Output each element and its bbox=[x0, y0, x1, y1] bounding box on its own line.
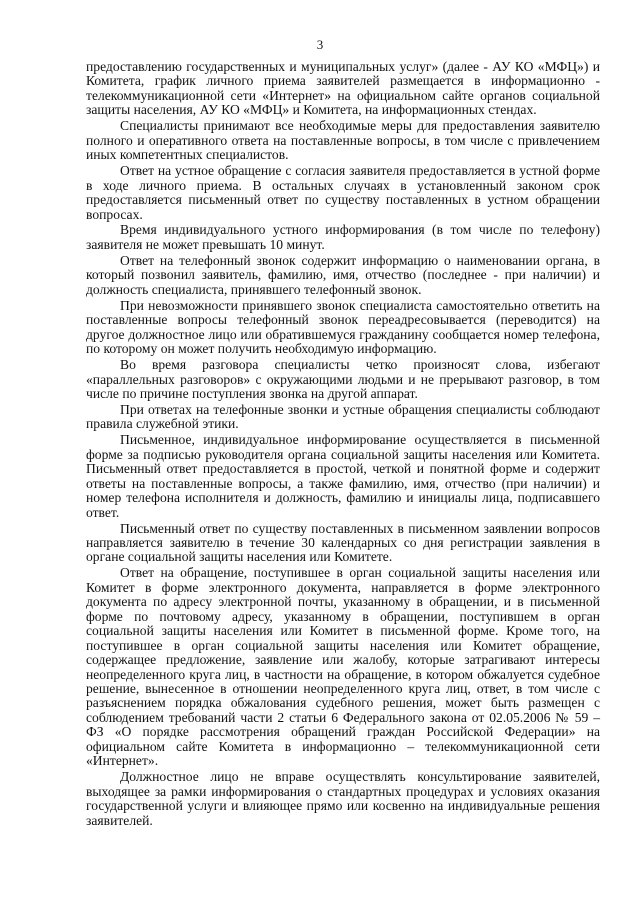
paragraph-8: При ответах на телефонные звонки и устные обращения специалисты соблюдают правила служебной этики. bbox=[86, 401, 600, 432]
paragraph-10: Письменный ответ по существу поставленных в письменном заявлении вопросов направляется заявителю в течение 30 календарных со дня регистрации заявления в органе социальной защиты населения или Комитете. bbox=[86, 520, 600, 565]
paragraph-4: Время индивидуального устного информирования (в том числе по телефону) заявителя не может превышать 10 минут. bbox=[86, 222, 600, 252]
paragraph-3: Ответ на устное обращение с согласия заявителя предоставляется в устной форме в ходе личного приема. В остальных случаях в установленный законом срок предоставляется письменный ответ по существу поставленных в устном обращении вопросах. bbox=[86, 163, 600, 222]
paragraph-2: Специалисты принимают все необходимые меры для предоставления заявителю полного и оперативного ответа на поставленные вопросы, в том числе с привлечением иных компетентных специалистов. bbox=[86, 118, 600, 163]
paragraph-7: Во время разговора специалисты четко произносят слова, избегают «параллельных разговоров» с окружающими людьми и не прерывают разговор, в том числе по причине поступления звонка на другой аппарат. bbox=[86, 357, 600, 401]
paragraph-6: При невозможности принявшего звонок специалиста самостоятельно ответить на поставленные вопросы телефонный звонок переадресовывается (переводится) на другое должностное лицо или обратившемуся гражданину сообщается номер телефона, по которому он может получить необходимую информацию. bbox=[86, 297, 600, 357]
paragraph-5: Ответ на телефонный звонок содержит информацию о наименовании органа, в который позвонил заявитель, фамилию, имя, отчество (последнее - при наличии) и должность специалиста, принявшего телефонный звонок. bbox=[86, 252, 600, 297]
paragraph-1: предоставлению государственных и муниципальных услуг» (далее - АУ КО «МФЦ») и Комитета, график личного приема заявителей размещается в информационно - телекоммуникационной сети «Интернет» на официальном сайте органов социальной защиты населения, АУ КО «МФЦ» и Комитета, на информационных стендах. bbox=[86, 59, 600, 118]
document-body bbox=[86, 60, 600, 830]
paragraph-9: Письменное, индивидуальное информирование осуществляется в письменной форме за подписью руководителя органа социальной защиты населения или Комитета. Письменный ответ предоставляется в простой, четкой и понятной форме и содержит ответы на поставленные вопросы, а также фамилию, имя, отчество (при наличии) и номер телефона исполнителя и должность, фамилию и инициалы лица, подписавшего ответ. bbox=[86, 432, 600, 520]
paragraph-11: Ответ на обращение, поступившее в орган социальной защиты населения или Комитет в форме электронного документа, направляется в форме электронного документа по адресу электронной почты, указанному в обращении, и в письменной форме по почтовому адресу, указанному в обращении, поступившем в орган социальной защиты населения или Комитет в письменной форме. Кроме того, на поступившее в орган социальной защиты населения или Комитет обращение, содержащее предложение, заявление или жалобу, которые затрагивают интересы неопределенного круга лиц, в частности на обращение, в котором обжалуется судебное решение, вынесенное в отношении неопределенного круга лиц, ответ, в том числе с разъяснением порядка обжалования судебного решения, может быть размещен с соблюдением требований части 2 статьи 6 Федерального закона от 02.05.2006 № 59 – ФЗ «О порядке рассмотрения обращений граждан Российской Федерации» на официальном сайте Комитета в информационно – телекоммуникационной сети «Интернет». bbox=[86, 565, 600, 769]
page-number: 3 bbox=[316, 37, 324, 52]
paragraph-12: Должностное лицо не вправе осуществлять консультирование заявителей, выходящее за рамки информирования о стандартных процедурах и условиях оказания государственной услуги и влияющее прямо или косвенно на индивидуальные решения заявителей. bbox=[86, 769, 600, 828]
